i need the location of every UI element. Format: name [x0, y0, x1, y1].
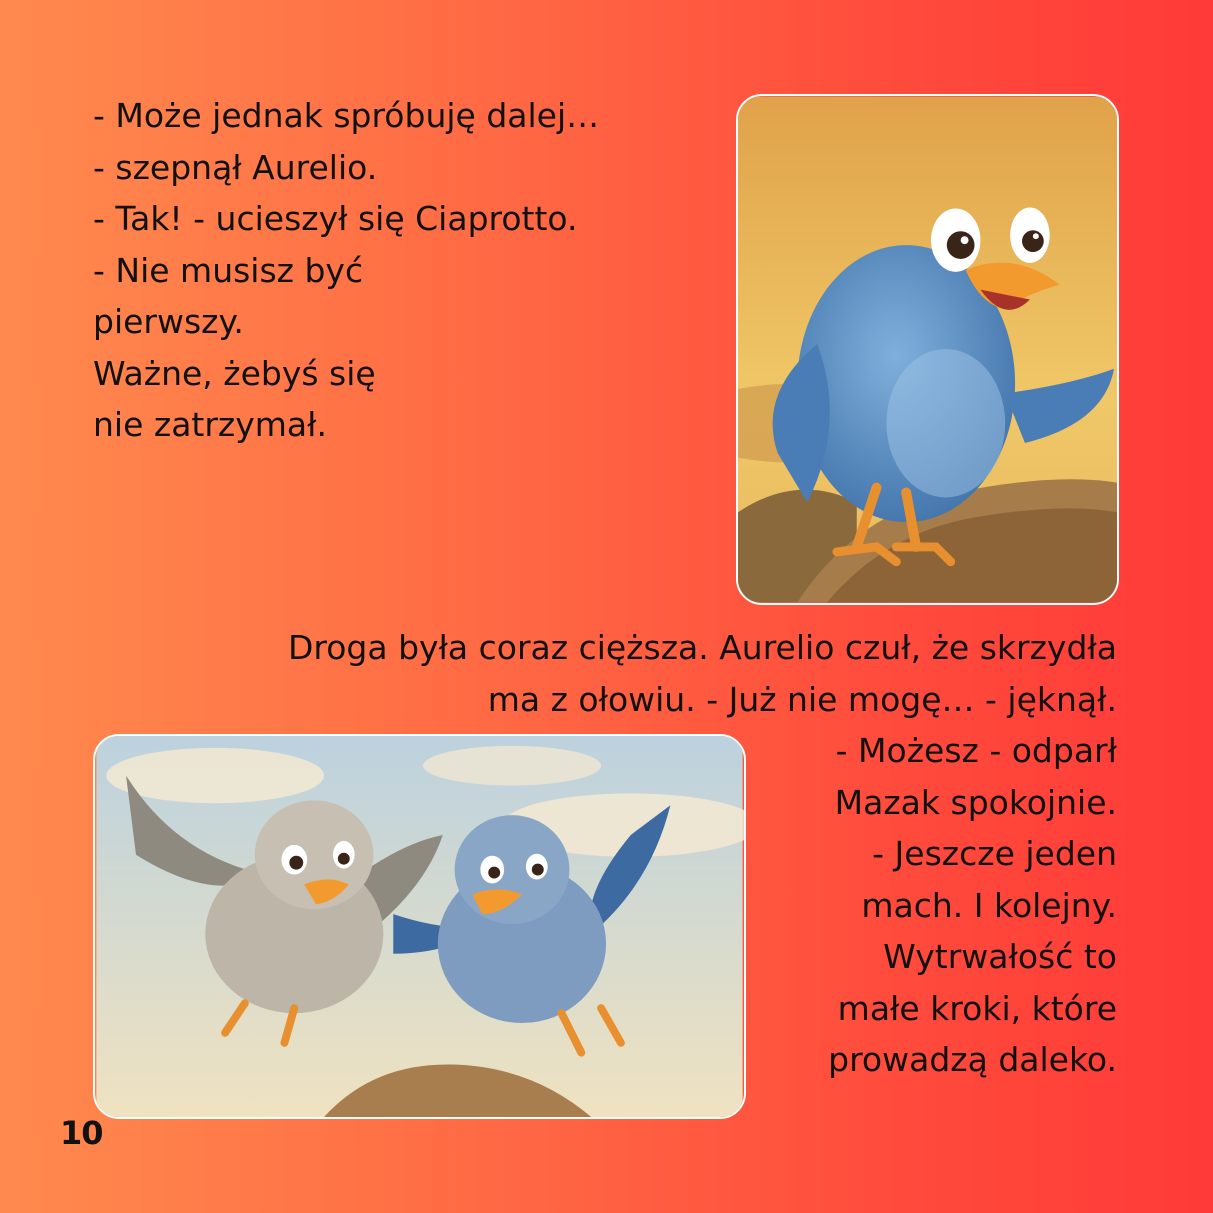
side-paragraph	[717, 725, 1117, 1086]
top-paragraph	[93, 90, 713, 451]
text-line: Wytrwałość to	[883, 937, 1117, 976]
text-line: mach. I kolejny.	[861, 885, 1117, 925]
text-line: Ważne, żebyś się	[93, 353, 376, 393]
text-line: małe kroki, które	[837, 988, 1117, 1028]
page-number: 10	[60, 1114, 103, 1152]
text-line: - Możesz - odparł	[835, 731, 1117, 770]
text-line: ma z ołowiu. - Już nie mogę… - jęknął.	[487, 679, 1117, 719]
text-line: - Tak! - ucieszył się Ciaprotto.	[93, 199, 578, 238]
blue-bird-on-rock-illustration	[736, 94, 1119, 605]
text-line: - szepnął Aurelio.	[93, 147, 378, 187]
text-line: - Nie musisz być	[93, 250, 364, 290]
middle-paragraph	[117, 622, 1117, 725]
text-line: nie zatrzymał.	[93, 405, 328, 444]
two-birds-flying-illustration	[93, 734, 746, 1119]
text-line: Droga była coraz cięższa. Aurelio czuł, że skrzydła	[287, 628, 1117, 667]
text-line: Mazak spokojnie.	[834, 782, 1117, 822]
text-line: prowadzą daleko.	[828, 1040, 1117, 1079]
text-line: - Jeszcze jeden	[872, 834, 1117, 873]
text-line: pierwszy.	[93, 302, 244, 341]
text-line: - Może jednak spróbuję dalej…	[93, 96, 600, 135]
